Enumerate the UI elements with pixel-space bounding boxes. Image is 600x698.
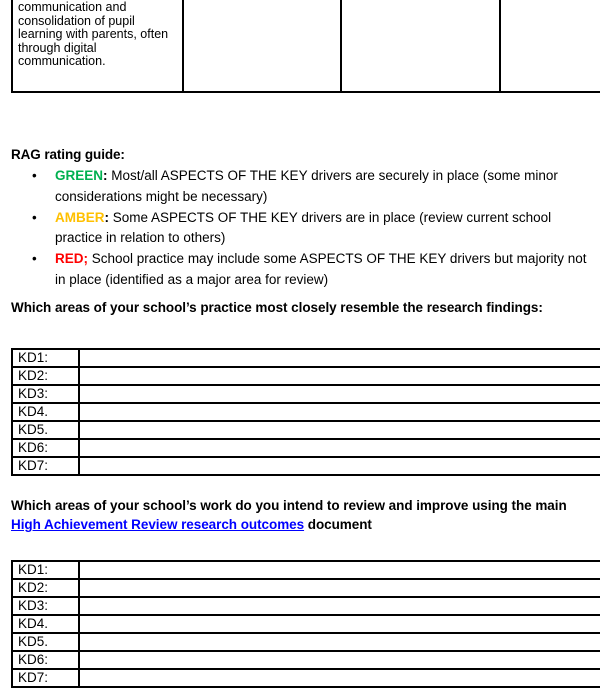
kd-input-kd7[interactable] xyxy=(79,669,600,687)
rag-separator-amber: : xyxy=(104,209,109,225)
list-item-amber xyxy=(11,208,589,250)
high-achievement-review-link[interactable]: High Achievement Review research outcomes xyxy=(11,517,305,532)
review-heading-text-before: Which areas of your school’s work do you intend to review and improve using the main xyxy=(11,498,567,513)
kd-input-kd1[interactable] xyxy=(79,349,600,367)
table-row xyxy=(12,349,600,367)
kd-label-kd1: KD1: xyxy=(12,561,79,579)
table-row xyxy=(12,403,600,421)
bullet-icon: • xyxy=(32,168,37,183)
kd-input-kd6[interactable] xyxy=(79,651,600,669)
review-table-body xyxy=(12,561,600,687)
rag-label-green: GREEN xyxy=(55,168,104,183)
kd-label-kd4: KD4. xyxy=(12,615,79,633)
table-row xyxy=(12,597,600,615)
kd-label-kd5: KD5. xyxy=(12,633,79,651)
kd-input-kd2[interactable] xyxy=(79,367,600,385)
rag-rating-guide-heading: RAG rating guide: xyxy=(11,147,125,162)
kd-input-kd4[interactable] xyxy=(79,403,600,421)
kd-label-kd7: KD7: xyxy=(12,669,79,687)
kd-label-kd6: KD6: xyxy=(12,651,79,669)
kd-input-kd7[interactable] xyxy=(79,457,600,475)
rag-rating-list xyxy=(11,166,589,291)
review-heading-text-after: document xyxy=(304,517,372,532)
rag-description-green: Most/all ASPECTS OF THE KEY drivers are securely in place (some minor considerations might be necessary) xyxy=(55,168,558,204)
rag-description-amber: Some ASPECTS OF THE KEY drivers are in place (review current school practice in relation to others) xyxy=(55,209,552,246)
list-item-red xyxy=(11,249,589,291)
practice-section-heading: Which areas of your school’s practice most closely resemble the research findings: xyxy=(11,300,543,315)
table-row xyxy=(12,367,600,385)
kd-input-kd5[interactable] xyxy=(79,633,600,651)
table-row xyxy=(12,561,600,579)
rag-label-red: RED xyxy=(55,251,84,267)
table-row xyxy=(12,457,600,475)
kd-label-kd4: KD4. xyxy=(12,403,79,421)
rag-separator-red: ; xyxy=(83,251,89,267)
table-cell-empty-1[interactable] xyxy=(183,0,341,92)
review-key-driver-table xyxy=(11,560,600,688)
table-row xyxy=(12,633,600,651)
table-cell-empty-3[interactable] xyxy=(500,0,600,92)
continued-key-driver-table xyxy=(11,0,600,93)
kd-label-kd5: KD5. xyxy=(12,421,79,439)
kd-input-kd1[interactable] xyxy=(79,561,600,579)
bullet-icon: • xyxy=(32,251,37,267)
table-row xyxy=(12,421,600,439)
kd-label-kd1: KD1: xyxy=(12,349,79,367)
kd-label-kd2: KD2: xyxy=(12,579,79,597)
list-item-green xyxy=(11,166,589,208)
continued-table-body xyxy=(12,0,600,92)
table-cell-description: communication and consolidation of pupil learning with parents, often through digital communication. xyxy=(12,0,183,92)
practice-table-body xyxy=(12,349,600,475)
kd-label-kd3: KD3: xyxy=(12,597,79,615)
table-cell-empty-2[interactable] xyxy=(341,0,500,92)
kd-label-kd7: KD7: xyxy=(12,457,79,475)
table-row xyxy=(12,651,600,669)
rag-description-red: School practice may include some ASPECTS OF THE KEY drivers but majority not in place (identified as a major area for review) xyxy=(55,251,587,287)
kd-label-kd6: KD6: xyxy=(12,439,79,457)
kd-input-kd6[interactable] xyxy=(79,439,600,457)
table-row xyxy=(12,385,600,403)
bullet-icon: • xyxy=(32,209,37,225)
kd-input-kd5[interactable] xyxy=(79,421,600,439)
table-row xyxy=(12,439,600,457)
table-row xyxy=(12,0,600,92)
table-row xyxy=(12,669,600,687)
kd-label-kd2: KD2: xyxy=(12,367,79,385)
rag-label-amber: AMBER xyxy=(55,209,105,225)
kd-label-kd3: KD3: xyxy=(12,385,79,403)
review-section-heading xyxy=(11,496,596,534)
kd-input-kd3[interactable] xyxy=(79,385,600,403)
kd-input-kd4[interactable] xyxy=(79,615,600,633)
rag-separator-green: : xyxy=(103,168,108,183)
table-row xyxy=(12,579,600,597)
kd-input-kd2[interactable] xyxy=(79,579,600,597)
practice-key-driver-table xyxy=(11,348,600,476)
table-row xyxy=(12,615,600,633)
kd-input-kd3[interactable] xyxy=(79,597,600,615)
